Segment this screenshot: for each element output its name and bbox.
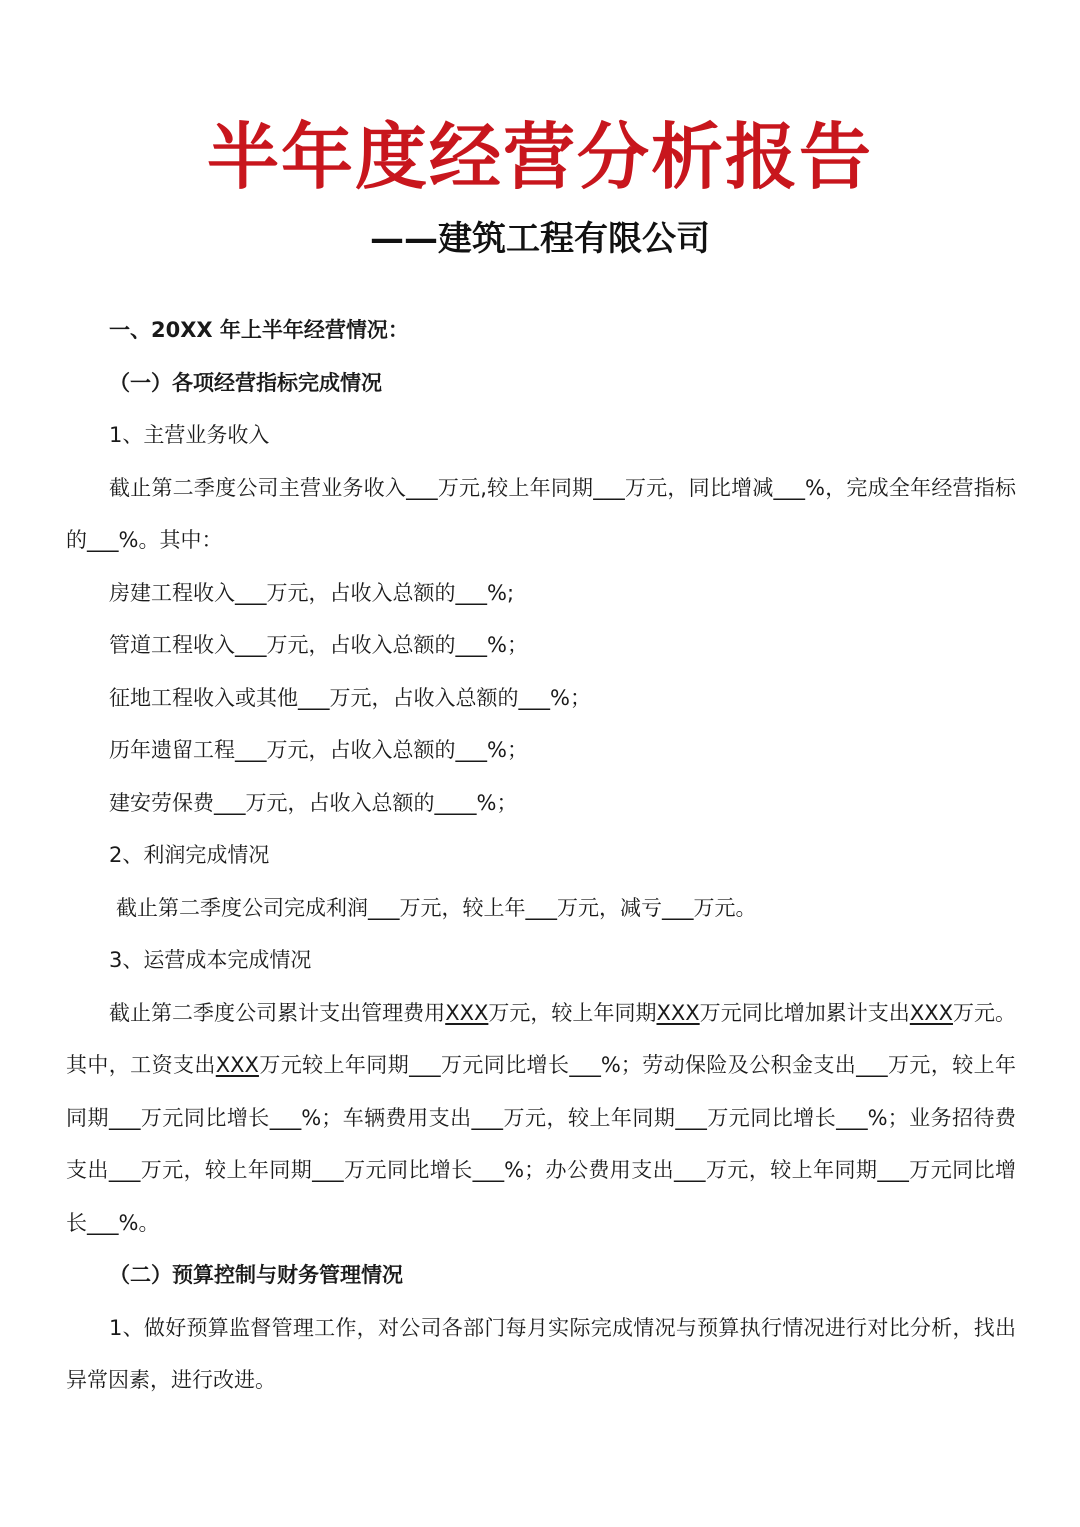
section-heading-1: 一、20XX 年上半年经营情况： bbox=[109, 318, 409, 342]
income-line: 历年遗留工程___万元，占收入总额的___%； bbox=[109, 738, 528, 762]
item-heading-cost: 3、运营成本完成情况 bbox=[109, 948, 312, 972]
subsection-heading-2: （二）预算控制与财务管理情况 bbox=[109, 1263, 403, 1287]
cost-text: 万元较上年同期___万元同比增长___%；劳动保险及公积金支出___万元，较上年同期___万元同比增长___%；车辆费用支出___万元，较上年同期___万元同比增长___%；业务招待费支出___万元，较上年同期___万元同比增长___%；办公费用支出___万元，较上年同期___万元同比增长___%。 bbox=[66, 1053, 1017, 1235]
income-line: 建安劳保费___万元，占收入总额的____%； bbox=[109, 790, 518, 815]
income-line: 征地工程收入或其他___万元，占收入总额的___%； bbox=[109, 685, 591, 710]
profit-paragraph: 截止第二季度公司完成利润___万元，较上年___万元，减亏___万元。 bbox=[116, 895, 757, 920]
cost-text: 万元。其中，工资支出 bbox=[66, 1000, 1017, 1077]
budget-paragraph: 1、做好预算监督管理工作，对公司各部门每月实际完成情况与预算执行情况进行对比分析，找出异常因素，进行改进。 bbox=[66, 1315, 1016, 1392]
income-line: 管道工程收入___万元，占收入总额的___%； bbox=[109, 633, 528, 657]
page-title: 半年度经营分析报告 bbox=[206, 115, 873, 199]
cost-text: 万元同比增加累计支出 bbox=[699, 1000, 910, 1025]
placeholder-xxx: XXX bbox=[445, 1000, 489, 1025]
item-heading-revenue: 1、主营业务收入 bbox=[109, 423, 270, 447]
company-subtitle: ——建筑工程有限公司 bbox=[370, 219, 710, 259]
cost-paragraph bbox=[66, 987, 1016, 1250]
income-line: 房建工程收入___万元，占收入总额的___%; bbox=[109, 580, 515, 605]
placeholder-xxx: XXX bbox=[215, 1053, 259, 1077]
subsection-heading-1: （一）各项经营指标完成情况 bbox=[109, 370, 382, 395]
item-heading-profit: 2、利润完成情况 bbox=[109, 843, 270, 867]
placeholder-xxx: XXX bbox=[909, 1000, 953, 1025]
report-body bbox=[66, 304, 1016, 1407]
placeholder-xxx: XXX bbox=[656, 1000, 700, 1025]
cost-text: 截止第二季度公司累计支出管理费用 bbox=[109, 1000, 446, 1025]
cost-text: 万元，较上年同期 bbox=[488, 1000, 657, 1025]
revenue-paragraph: 截止第二季度公司主营业务收入___万元,较上年同期___万元，同比增减___%，完成全年经营指标的___%。其中： bbox=[66, 475, 1016, 552]
